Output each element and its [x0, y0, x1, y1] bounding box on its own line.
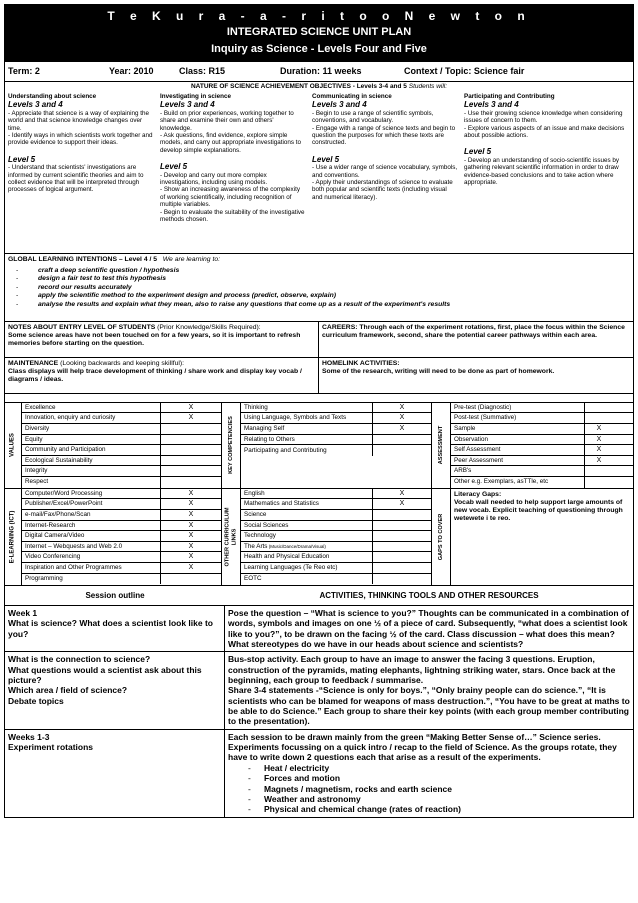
level-5-text: - Develop and carry out more complex investigations, including using models. - Show an increasing awareness of the complexity of working scientifically, including recognition of multiple variables. - Begin to evaluate the suitability of the investigative methods chosen. — [160, 171, 305, 224]
assessment-list — [451, 403, 633, 488]
tick-mark — [372, 510, 431, 520]
homelink-notes: HOMELINK ACTIVITIES: Some of the research, writing will need to be done as part of homework. — [322, 359, 555, 375]
grid-row — [241, 521, 431, 532]
tick-mark — [160, 466, 221, 476]
objective-column — [461, 92, 631, 253]
experiment-item: - Physical and chemical change (rates of reaction) — [264, 804, 630, 814]
grid-row-label: Observation — [454, 435, 488, 443]
level-5-heading: Level 5 — [160, 162, 188, 172]
tick-mark: X — [160, 413, 221, 423]
grid-row-label: Diversity — [25, 425, 50, 432]
grid-row — [241, 510, 431, 521]
tick-mark — [160, 435, 221, 445]
tick-mark: X — [372, 413, 431, 423]
values-label: VALUES — [5, 403, 22, 488]
tick-mark: X — [372, 499, 431, 509]
grid-row-label: Ecological Sustainability — [25, 456, 93, 464]
grid-row — [22, 499, 221, 510]
grid-row-label: Social Sciences — [244, 521, 289, 529]
grid-row-label: Publisher/Excel/PowerPoint — [25, 500, 103, 508]
school-name: T e K u r a - a - r i t o o N e w t o n — [107, 9, 531, 23]
tick-mark: X — [372, 489, 431, 499]
experiment-list — [228, 763, 630, 815]
grid-row-label: EOTC — [244, 575, 262, 583]
grid-row — [451, 456, 633, 467]
grid-row-label: Using Language, Symbols and Texts — [244, 414, 347, 422]
tick-mark — [160, 424, 221, 434]
grid-row — [241, 552, 431, 563]
level-3-4-text: - Build on prior experiences, working together to share and examine their own and others' knowledge. - Ask questions, find evidence, explore simple models, and carry out appropriate investigations to develop simple explanations. — [160, 109, 302, 154]
tick-mark — [160, 574, 221, 585]
activities-header: ACTIVITIES, THINKING TOOLS AND OTHER RESOURCES — [319, 590, 539, 600]
grid-row — [451, 435, 633, 446]
grid-row-label: Science — [244, 511, 267, 518]
grid-row-label: Innovation, enquiry and curiosity — [25, 414, 116, 422]
entry-level-notes: NOTES ABOUT ENTRY LEVEL OF STUDENTS (Prior Knowledge/Skills Required): Some science areas have not been touched on for a few years, so it is important to refresh memories before starting on the question. — [5, 322, 319, 357]
tick-mark — [372, 552, 431, 562]
session-activity-text: Bus-stop activity. Each group to have an image to answer the facing 3 questions. Eruption, construction of the pyramids, mating elephants, lightning striking water, stars. Once back at the beginning, each group to feedback / summarise. Share 3-4 statements -“Science is only for boys.”, “Only brainy people can do science.”, “It is scientists who can be blamed for weapons of mass destruction.”, “You have to be great at maths to be able to do Science.” Each group to share their key points (with each group member contributing to the presentation). — [228, 654, 630, 727]
tick-mark: X — [584, 456, 613, 466]
grid-row-label: Internet – Webquests and Web 2.0 — [25, 542, 123, 550]
grid-row-label: Managing Self — [244, 425, 285, 432]
objectives-columns — [4, 92, 634, 254]
tick-mark: X — [372, 424, 431, 434]
grid-row — [241, 445, 431, 456]
grid-row-label: Pre-test (Diagnostic) — [454, 403, 512, 411]
grid-row-label: Integrity — [25, 467, 48, 475]
session-outline: Weeks 1-3 Experiment rotations — [5, 730, 225, 817]
key-competencies-label: KEY COMPETENCIES — [221, 403, 241, 488]
session-outline-header: Session outline — [85, 590, 145, 600]
plan-title: INTEGRATED SCIENCE UNIT PLAN — [226, 26, 412, 38]
curriculum-list — [241, 489, 431, 585]
tick-mark — [584, 403, 613, 413]
grid-row — [22, 574, 221, 585]
tick-mark: X — [160, 542, 221, 552]
tick-mark — [584, 466, 613, 476]
tick-mark: X — [160, 531, 221, 541]
term: Term: 2 — [8, 66, 40, 77]
grid-row-label: Video Conferencing — [25, 553, 81, 561]
grid-row-label: Thinking — [244, 403, 268, 411]
grid-row — [22, 456, 221, 467]
learning-intention-item: - apply the scientific method to the experiment design and process (predict, observe, explain) — [38, 292, 630, 300]
grid-row — [22, 413, 221, 424]
tick-mark — [160, 477, 221, 488]
tick-mark: X — [372, 403, 431, 413]
tick-mark: X — [160, 563, 221, 573]
grid-row-label: Health and Physical Education — [244, 553, 330, 561]
notes-row — [4, 322, 634, 358]
session-activities — [225, 652, 633, 729]
objectives-heading: NATURE OF SCIENCE ACHIEVEMENT OBJECTIVES - Levels 3-4 and 5 Students will: — [4, 82, 634, 92]
grid-row — [22, 510, 221, 521]
grid-row-label: ARB's — [454, 467, 472, 475]
grid-row-label: Technology — [244, 532, 276, 540]
level-3-4-heading: Levels 3 and 4 — [312, 100, 367, 110]
grid-row — [241, 542, 431, 553]
grid-row-label: Respect — [25, 478, 49, 486]
assessment-label: ASSESSMENT — [431, 403, 451, 488]
level-5-heading: Level 5 — [8, 154, 36, 164]
learning-intention-item: - analyse the results and explain what they mean, also to raise any questions that come up as a result of the experiment's results — [38, 301, 630, 309]
grid-row — [22, 489, 221, 500]
level-5-text: - Develop an understanding of socio-scientific issues by gathering relevant scientific information in order to draw evidence-based conclusions and to take action where appropriate. — [464, 156, 620, 187]
grid-row — [22, 563, 221, 574]
tick-mark — [372, 574, 431, 585]
grid-row-label: Mathematics and Statistics — [244, 500, 319, 508]
grid-row-label: Computer/Word Processing — [25, 489, 103, 497]
duration: Duration: 11 weeks — [280, 66, 362, 77]
elearning-curriculum-gaps-grid — [4, 489, 634, 586]
session-header — [4, 586, 634, 606]
grid-row-label: Programming — [25, 575, 63, 583]
grid-row-sublabel: (Music/Dance/Drama/Visual) — [267, 543, 326, 549]
grid-row — [241, 435, 431, 446]
grid-row-label: Participating and Contributing — [244, 446, 327, 454]
level-5-text: - Understand that scientists' investigations are informed by current scientific theories and aim to collect evidence that will be interpreted through processes of logical argument. — [8, 164, 144, 194]
grid-row — [241, 403, 431, 414]
grid-row-label: Internet-Research — [25, 521, 76, 529]
session-activity-text: Pose the question – “What is science to you?” Thoughts can be communicated in a combination of words, symbols and images on one ½ of a piece of card. Subsequently, “what does a scientist look like to you?”, to be drawn on the facing ½ of the card. Class discussion – what does this mean? What stereotypes do we have in our heads about science and scientists? — [228, 607, 629, 649]
grid-row — [241, 563, 431, 574]
tick-mark — [372, 531, 431, 541]
grid-row — [22, 552, 221, 563]
session-row — [4, 730, 634, 818]
grid-row-label: Relating to Others — [244, 435, 295, 443]
experiment-item: - Magnets / magnetism, rocks and earth science — [264, 784, 630, 794]
values-competencies-assessment-grid — [4, 403, 634, 489]
tick-mark: X — [160, 489, 221, 499]
spacer — [4, 394, 634, 403]
tick-mark: X — [160, 403, 221, 413]
grid-row — [241, 574, 431, 585]
objective-title: Investigating in science — [160, 92, 232, 100]
elearning-list — [22, 489, 221, 585]
grid-row — [22, 521, 221, 532]
level-3-4-text: - Use their growing science knowledge when considering issues of concern to them. - Explore various aspects of an issue and make decisions about possible actions. — [464, 109, 625, 139]
grid-row-label: Post-test (Summative) — [454, 414, 517, 422]
class: Class: R15 — [179, 66, 226, 77]
grid-row — [241, 531, 431, 542]
elearning-label: E-LEARNING (ICT) — [5, 489, 22, 585]
grid-row-label: e-mail/Fax/Phone/Scan — [25, 511, 91, 518]
year: Year: 2010 — [109, 66, 154, 77]
grid-row — [22, 466, 221, 477]
session-outline: Week 1 What is science? What does a scientist look like to you? — [5, 606, 225, 651]
grid-row-label: Community and Participation — [25, 446, 106, 454]
session-outline: What is the connection to science? What questions would a scientist ask about this picture? Which area / field of science? Debate topics — [5, 652, 225, 729]
session-activities — [225, 730, 633, 817]
grid-row — [451, 466, 633, 477]
tick-mark: X — [160, 499, 221, 509]
tick-mark — [584, 413, 613, 423]
learning-intention-item: - record our results accurately — [38, 284, 630, 292]
competencies-list — [241, 403, 431, 488]
info-row — [4, 62, 634, 82]
objective-title: Understanding about science — [8, 92, 97, 100]
grid-row-label: Self Assessment — [454, 446, 501, 454]
plan-subtitle: Inquiry as Science - Levels Four and Five — [211, 43, 427, 55]
grid-row — [22, 403, 221, 414]
gaps-text: Literacy Gaps: Vocab wall needed to help support large amounts of new vocab. Explicit teaching of questioning through wetewete i te reo. — [454, 490, 623, 523]
tick-mark — [372, 435, 431, 445]
objective-column — [309, 92, 461, 253]
grid-row-label: Other e.g. Exemplars, asTTle, etc — [454, 478, 549, 486]
tick-mark — [372, 542, 431, 552]
grid-row-label: Digital Camera/Video — [25, 532, 85, 540]
level-5-heading: Level 5 — [464, 147, 492, 157]
grid-row — [451, 477, 633, 488]
experiment-item: - Weather and astronomy — [264, 794, 630, 804]
grid-row — [22, 445, 221, 456]
grid-row — [22, 531, 221, 542]
tick-mark — [372, 521, 431, 531]
grid-row — [451, 403, 633, 414]
level-3-4-text: - Appreciate that science is a way of explaining the world and that science knowledge changes over time. - Identify ways in which scientists work together and provide evidence to support their ideas. — [8, 109, 153, 147]
objective-title: Participating and Contributing — [464, 92, 555, 100]
grid-row — [451, 413, 633, 424]
title-block — [4, 4, 634, 62]
curriculum-links-label: OTHER CURRICULUM LINKS — [221, 489, 241, 585]
level-3-4-heading: Levels 3 and 4 — [8, 100, 63, 110]
grid-row — [22, 477, 221, 488]
grid-row — [451, 445, 633, 456]
grid-row-label: Sample — [454, 425, 476, 432]
tick-mark — [372, 445, 431, 456]
session-activity-text: Each session to be drawn mainly from the green “Making Better Sense of…” Science series. Experiments focussing on a quick intro / recap to the field of Science. As the groups rotate, they have to write down 2 questions each that arise as a result of the experiments. — [228, 731, 617, 763]
session-activities — [225, 606, 633, 651]
learning-intentions: GLOBAL LEARNING INTENTIONS – Level 4 / 5 We are learning to: - craft a deep scientific question / hypothesis - design a fair test to test this hypothesis - record our results accurately - apply the scientific method to the experiment design and process (predict, observe, explain) - analyse the results and explain what they mean, also to raise any questions that come up as a result of the experiment's results — [4, 254, 634, 322]
grid-row — [22, 435, 221, 446]
gaps-label: GAPS TO COVER — [431, 489, 451, 585]
learning-intention-item: - craft a deep scientific question / hypothesis — [38, 267, 630, 275]
experiment-item: - Heat / electricity — [264, 763, 630, 773]
tick-mark — [160, 445, 221, 455]
tick-mark: X — [584, 435, 613, 445]
level-5-text: - Use a wider range of science vocabulary, symbols, and conventions. - Apply their understandings of science to evaluate both popular and scientific texts (including visual and numerical literacy). — [312, 164, 458, 201]
tick-mark: X — [584, 445, 613, 455]
level-3-4-heading: Levels 3 and 4 — [464, 100, 519, 110]
level-5-heading: Level 5 — [312, 154, 340, 164]
session-row — [4, 652, 634, 730]
grid-row — [22, 542, 221, 553]
grid-row-label: English — [244, 489, 265, 497]
grid-row — [241, 499, 431, 510]
grid-row-label: Inspiration and Other Programmes — [25, 563, 122, 571]
grid-row-label: Equity — [25, 435, 43, 443]
context: Context / Topic: Science fair — [404, 66, 525, 77]
tick-mark — [584, 477, 613, 488]
maintenance-row — [4, 358, 634, 394]
grid-row-label: The Arts (Music/Dance/Drama/Visual) — [244, 542, 326, 550]
careers-notes: CAREERS: Through each of the experiment rotations, first, place the focus within the Science curriculum framework, second, share the potential career pathways within each area. — [322, 323, 625, 339]
grid-row — [241, 413, 431, 424]
objective-title: Communicating in science — [312, 92, 392, 100]
sessions — [4, 606, 634, 818]
grid-row — [22, 424, 221, 435]
tick-mark: X — [160, 510, 221, 520]
grid-row — [451, 424, 633, 435]
grid-row — [241, 489, 431, 500]
tick-mark: X — [584, 424, 613, 434]
tick-mark: X — [160, 552, 221, 562]
tick-mark — [372, 563, 431, 573]
grid-row — [241, 424, 431, 435]
grid-row-label: Excellence — [25, 403, 56, 411]
level-3-4-heading: Levels 3 and 4 — [160, 100, 215, 110]
objective-column — [157, 92, 309, 253]
tick-mark: X — [160, 521, 221, 531]
learning-intentions-list — [8, 267, 630, 309]
experiment-item: - Forces and motion — [264, 773, 630, 783]
unit-plan-page — [4, 4, 634, 818]
grid-row-label: Learning Languages (Te Reo etc) — [244, 563, 338, 571]
session-row — [4, 606, 634, 652]
tick-mark — [160, 456, 221, 466]
maintenance-notes: MAINTENANCE (Looking backwards and keeping skillful): Class displays will help trace development of thinking / share work and display key vocab / diagrams / ideas. — [5, 358, 319, 393]
grid-row-label: Peer Assessment — [454, 456, 503, 464]
values-list — [22, 403, 221, 488]
level-3-4-text: - Begin to use a range of scientific symbols, conventions, and vocabulary. - Engage with a range of science texts and begin to question the purposes for which these texts are constructed. — [312, 109, 456, 147]
objective-column — [5, 92, 157, 253]
learning-intention-item: - design a fair test to test this hypothesis — [38, 275, 630, 283]
